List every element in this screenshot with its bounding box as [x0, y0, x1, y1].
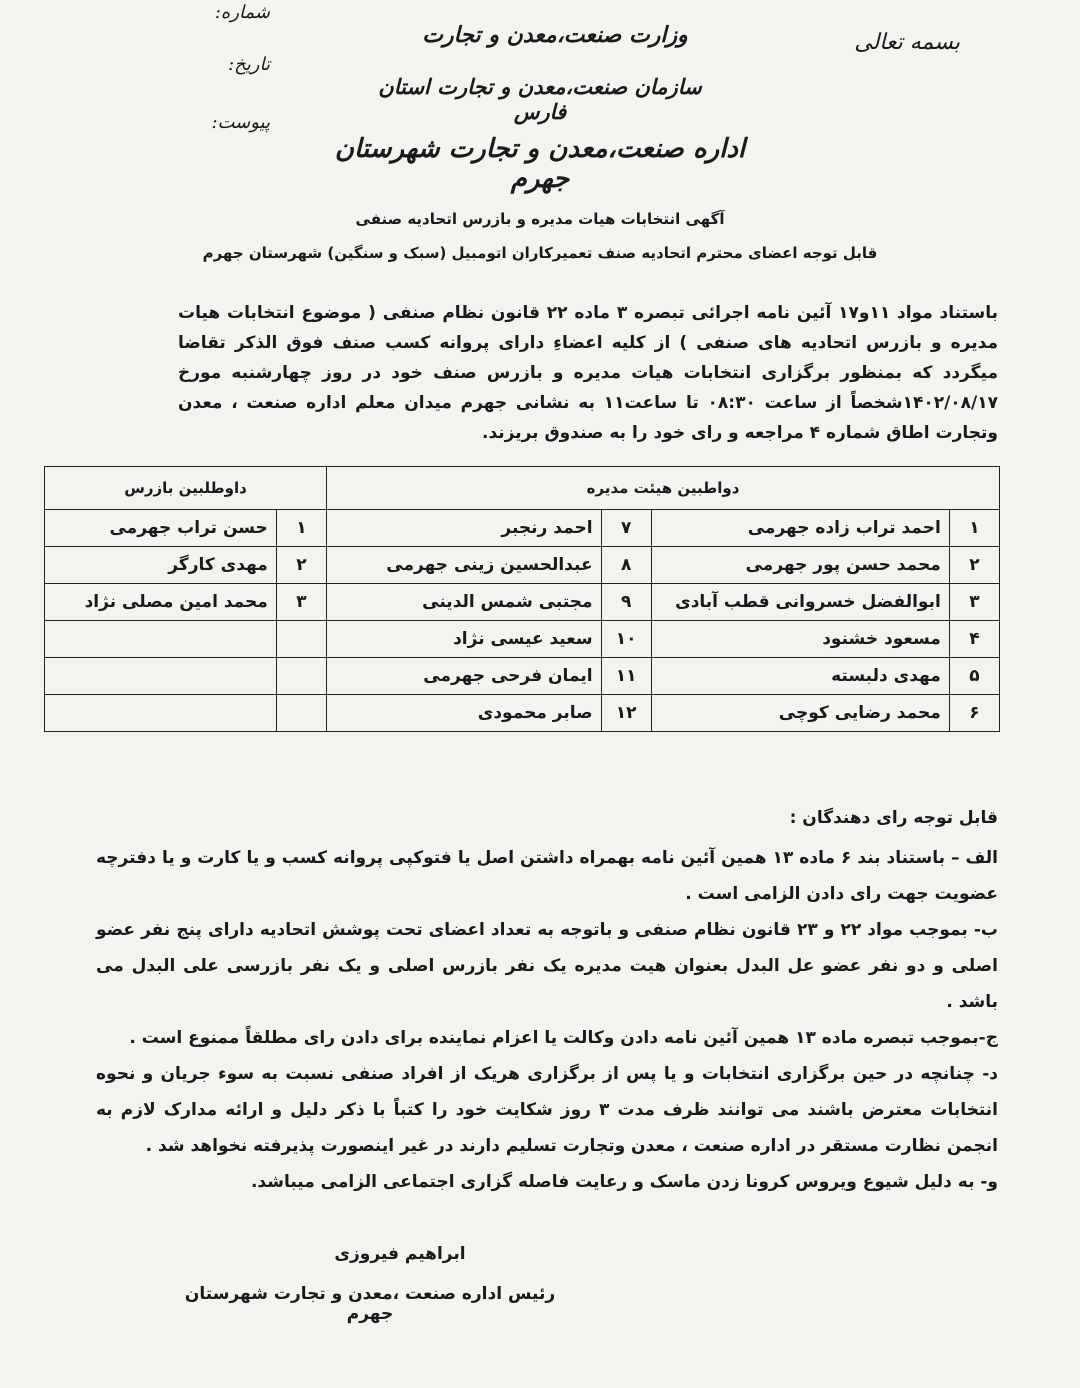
inspector-name-cell: محمد امین مصلی نژاد	[45, 584, 277, 621]
note-item: و- به دلیل شیوع ویروس کرونا زدن ماسک و رعایت فاصله گزاری اجتماعی الزامی میباشد.	[250, 1172, 998, 1192]
announcement-title: آگهی انتخابات هیات مدیره و بازرس اتحادیه صنفی	[355, 210, 725, 228]
candidates-table	[44, 466, 1000, 732]
number-label: شماره:	[214, 2, 270, 23]
board-number-cell: ۶	[949, 695, 999, 732]
board-number-cell: ۸	[601, 547, 651, 584]
board-number-cell: ۳	[949, 584, 999, 621]
board-name-cell: مجتبی شمس الدینی	[327, 584, 602, 621]
inspector-name-cell	[45, 621, 277, 658]
board-name-cell: مسعود خشنود	[651, 621, 949, 658]
board-name-cell: سعید عیسی نژاد	[327, 621, 602, 658]
inspector-number-cell: ۱	[276, 510, 326, 547]
inspector-number-cell	[276, 695, 326, 732]
table-row	[45, 658, 1000, 695]
board-candidates-header: دواطبین هیئت مدیره	[327, 467, 1000, 510]
board-name-cell: عبدالحسین زینی جهرمی	[327, 547, 602, 584]
inspector-name-cell: حسن تراب جهرمی	[45, 510, 277, 547]
announcement-subtitle: قابل توجه اعضای محترم اتحادیه صنف تعمیرکاران اتومبیل (سبک و سنگین) شهرستان جهرم	[202, 244, 878, 262]
table-row	[45, 547, 1000, 584]
bismillah: بسمه تعالی	[854, 30, 960, 55]
note-item: ب- بموجب مواد ۲۲ و ۲۳ قانون نظام صنفی و باتوجه به تعداد اعضای تحت پوشش اتحادیه دارای پنج نفر عضو اصلی و دو نفر عضو عل البدل بعنوان هیت مدیره یک نفر بازرس اصلی و یک نفر بازرسی علی البدل می باشد .	[96, 920, 998, 1012]
inspector-name-cell	[45, 695, 277, 732]
board-name-cell: ابوالفضل خسروانی قطب آبادی	[651, 584, 949, 621]
board-number-cell: ۱۰	[601, 621, 651, 658]
candidates-table-body	[45, 510, 1000, 732]
intro-paragraph: باستناد مواد ۱۱و۱۷ آئین نامه اجرائی تبصره ۳ ماده ۲۲ قانون نظام صنفی ( موضوع انتخابات هیات مدیره و بازرس اتحادیه های صنفی ) از کلیه اعضاءِ دارای پروانه کسب صنف فوق الذکر تقاضا میگردد که بمنظور برگزاری انتخابات هیات مدیره و بازرس صنف خود در روز چهارشنبه مورخ ۱۴۰۲/۰۸/۱۷شخصاً از ساعت ۰۸:۳۰ تا ساعت۱۱ به نشانی جهرم میدان معلم اداره صنعت ، معدن وتجارت اطاق شماره ۴ مراجعه و رای خود را به صندوق بریزند.	[178, 303, 999, 443]
table-row	[45, 510, 1000, 547]
board-name-cell: مهدی دلبسته	[651, 658, 949, 695]
board-number-cell: ۲	[949, 547, 999, 584]
board-name-cell: محمد حسن پور جهرمی	[651, 547, 949, 584]
table-row	[45, 695, 1000, 732]
board-name-cell: احمد تراب زاده جهرمی	[651, 510, 949, 547]
inspector-number-cell: ۳	[276, 584, 326, 621]
board-name-cell: احمد رنجبر	[327, 510, 602, 547]
attachment-label: پیوست:	[211, 112, 270, 133]
note-item: ج-بموجب تبصره ماده ۱۳ همین آئین نامه دادن وکالت یا اعزام نماینده برای دادن رای مطلقاً ممنوع است .	[129, 1028, 998, 1048]
inspector-number-cell	[276, 658, 326, 695]
board-name-cell: ایمان فرحی جهرمی	[327, 658, 602, 695]
inspector-number-cell: ۲	[276, 547, 326, 584]
inspector-candidates-header: داوطلبین بازرس	[45, 467, 327, 510]
board-number-cell: ۵	[949, 658, 999, 695]
date-label: تاریخ:	[228, 54, 270, 75]
board-number-cell: ۱	[949, 510, 999, 547]
table-header-row	[45, 467, 1000, 510]
note-item: د- چنانچه در حین برگزاری انتخابات و یا پس از برگزاری هریک از افراد صنفی نسبت به سوء جریان و نحوه انتخابات معترض باشند می توانند ظرف مدت ۳ روز شکایت خود را کتباً با ذکر دلیل و ارائه مدارک لازم به انجمن نظارت مستقر در اداره صنعت ، معدن وتجارت تسلیم دارند در غیر اینصورت پذیرفته نخواهد شد .	[96, 1064, 998, 1156]
ministry-heading: وزارت صنعت،معدن و تجارت	[422, 22, 688, 48]
inspector-name-cell: مهدی کارگر	[45, 547, 277, 584]
board-number-cell: ۷	[601, 510, 651, 547]
board-number-cell: ۹	[601, 584, 651, 621]
inspector-name-cell	[45, 658, 277, 695]
board-name-cell: محمد رضایی کوچی	[651, 695, 949, 732]
board-number-cell: ۱۱	[601, 658, 651, 695]
signatory-name: ابراهیم فیروزی	[334, 1244, 466, 1264]
signatory-title: رئیس اداره صنعت ،معدن و تجارت شهرستان جهرم	[184, 1284, 556, 1324]
inspector-number-cell	[276, 621, 326, 658]
table-row	[45, 621, 1000, 658]
organization-heading: سازمان صنعت،معدن و تجارت استان فارس	[378, 74, 702, 124]
office-heading: اداره صنعت،معدن و تجارت شهرستان جهرم	[334, 134, 746, 194]
board-number-cell: ۴	[949, 621, 999, 658]
table-row	[45, 584, 1000, 621]
note-item: الف – باستناد بند ۶ ماده ۱۳ همین آئین نامه بهمراه داشتن اصل یا فتوکپی پروانه کسب و یا کارت و یا دفترچه عضویت جهت رای دادن الزامی است .	[96, 848, 999, 904]
board-name-cell: صابر محمودی	[327, 695, 602, 732]
notes-heading: قابل توجه رای دهندگان :	[789, 808, 998, 828]
notes-list	[96, 840, 998, 1200]
board-number-cell: ۱۲	[601, 695, 651, 732]
